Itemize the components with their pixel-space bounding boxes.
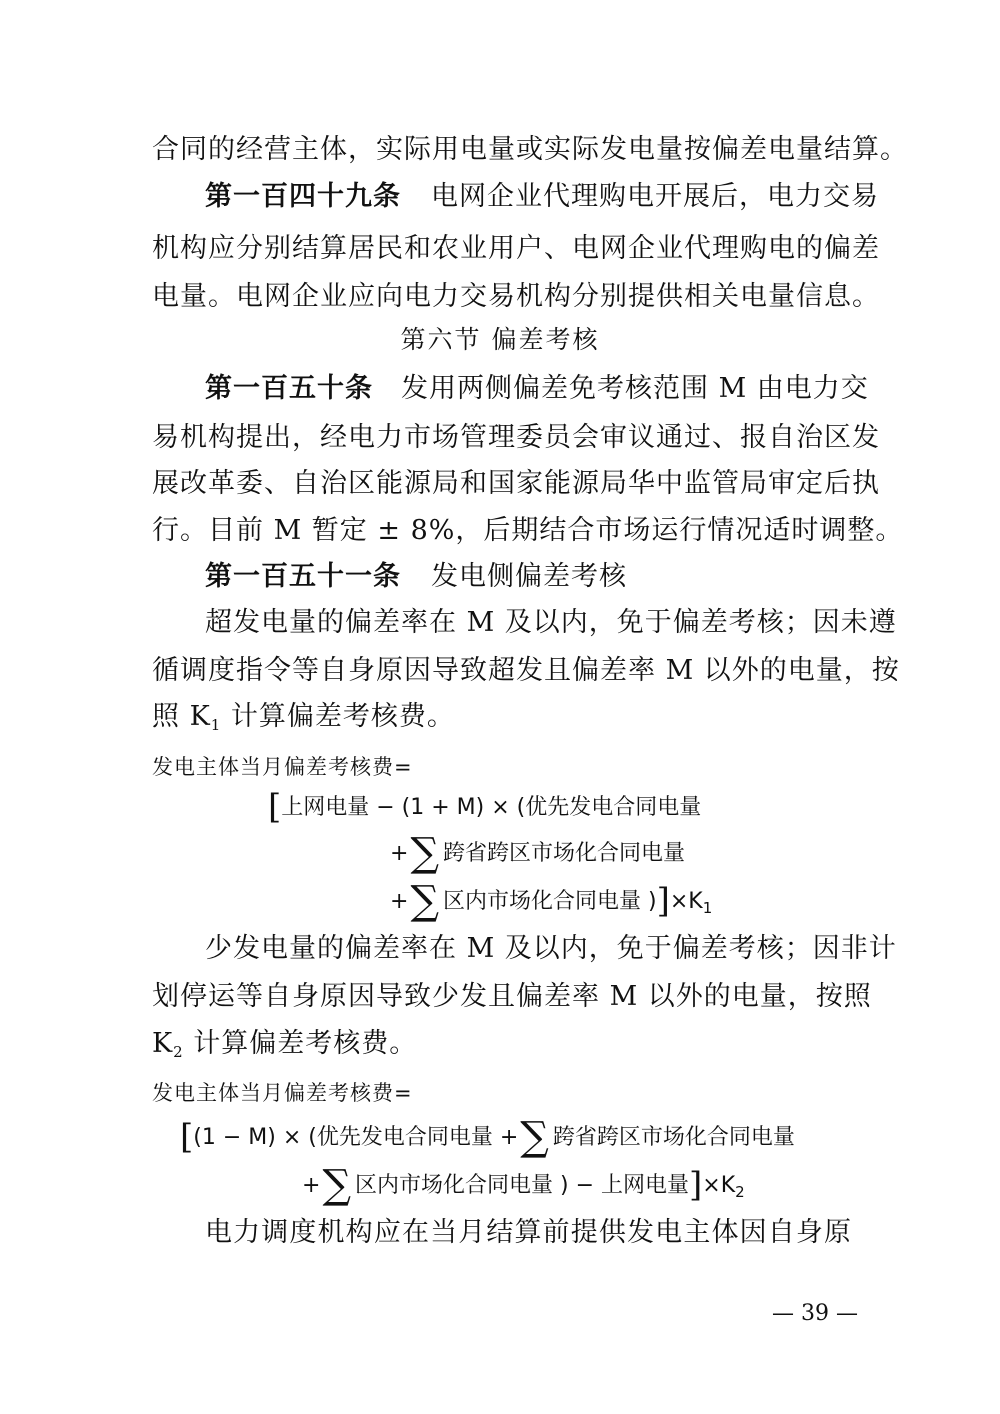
under-generation-line-2: 划停运等自身原因导致少发且偏差率 M 以外的电量，按照 (152, 981, 872, 1012)
sigma-icon: ∑ (410, 878, 439, 924)
formula-text: 上网电量 − (1 + M) × (优先发电合同电量 (281, 795, 702, 820)
sigma-icon: ∑ (410, 830, 439, 876)
article-149-line-1 (205, 180, 879, 214)
formula-text: 区内市场化合同电量 ) (443, 889, 657, 914)
subscript: 2 (735, 1183, 745, 1201)
subscript: 1 (210, 716, 222, 734)
sigma-icon: ∑ (520, 1114, 549, 1160)
article-151-line-1 (205, 560, 852, 594)
plus-sign: + (390, 889, 409, 914)
bracket-close: ] (689, 1165, 703, 1205)
subscript: 2 (173, 1043, 184, 1061)
formula-text: 跨省跨区市场化合同电量 (443, 841, 686, 866)
text-run: 计算偏差考核费。 (183, 1028, 418, 1059)
article-150-title: 第一百五十条 (205, 373, 373, 404)
article-150-text: 发用两侧偏差免考核范围 M 由电力交 (401, 373, 869, 404)
article-149-line-2: 机构应分别结算居民和农业用户、电网企业代理购电的偏差 (152, 233, 880, 264)
dispatch-line-1: 电力调度机构应在当月结算前提供发电主体因自身原 (205, 1217, 852, 1248)
subscript: 1 (702, 899, 713, 917)
sigma-icon: ∑ (322, 1162, 351, 1208)
formula-coefficient: ×K (702, 1173, 736, 1198)
over-generation-line-1: 超发电量的偏差率在 M 及以内，免于偏差考核；因未遵 (205, 607, 897, 638)
formula-label-1: 发电主体当月偏差考核费= (152, 755, 413, 779)
section-heading: 第六节 偏差考核 (400, 325, 600, 354)
formula-2-line-2 (302, 1162, 745, 1208)
plus-sign: + (302, 1173, 321, 1198)
formula-coefficient: ×K (669, 889, 703, 914)
article-150-line-2: 易机构提出，经电力市场管理委员会审议通过、报自治区发 (152, 422, 880, 453)
formula-text: 区内市场化合同电量 ) − 上网电量 (355, 1173, 689, 1198)
text-run: 计算偏差考核费。 (221, 701, 455, 732)
bracket-open: [ (180, 1117, 194, 1157)
article-150-line-3: 展改革委、自治区能源局和国家能源局华中监管局审定后执 (152, 468, 880, 499)
article-149-line-3: 电量。电网企业应向电力交易机构分别提供相关电量信息。 (152, 281, 880, 312)
formula-1-line-3 (390, 878, 713, 924)
over-generation-line-3 (152, 700, 852, 742)
paragraph-line: 合同的经营主体，实际用电量或实际发电量按偏差电量结算。 (152, 134, 908, 165)
page-number: — 39 — (772, 1301, 858, 1326)
over-generation-line-2: 循调度指令等自身原因导致超发且偏差率 M 以外的电量，按 (152, 655, 900, 686)
article-150-line-4: 行。目前 M 暂定 ± 8%，后期结合市场运行情况适时调整。 (152, 515, 904, 546)
formula-text: 跨省跨区市场化合同电量 (552, 1125, 795, 1150)
formula-1-line-1 (268, 787, 702, 827)
formula-label-2: 发电主体当月偏差考核费= (152, 1081, 413, 1105)
article-151-text: 发电侧偏差考核 (431, 561, 627, 592)
formula-1-line-2 (390, 830, 686, 876)
formula-text: (1 − M) × (优先发电合同电量 + (193, 1125, 519, 1150)
text-run: 照 K (152, 701, 211, 732)
article-149-title: 第一百四十九条 (205, 181, 401, 212)
plus-sign: + (390, 841, 409, 866)
article-149-text: 电网企业代理购电开展后，电力交易 (431, 181, 879, 212)
under-generation-line-3 (152, 1027, 852, 1069)
under-generation-line-1: 少发电量的偏差率在 M 及以内，免于偏差考核；因非计 (205, 933, 897, 964)
formula-2-line-1 (180, 1114, 795, 1160)
bracket-close: ] (656, 881, 670, 921)
article-150-line-1 (205, 372, 869, 406)
bracket-open: [ (268, 787, 282, 827)
text-run: K (152, 1028, 174, 1059)
article-151-title: 第一百五十一条 (205, 561, 401, 592)
